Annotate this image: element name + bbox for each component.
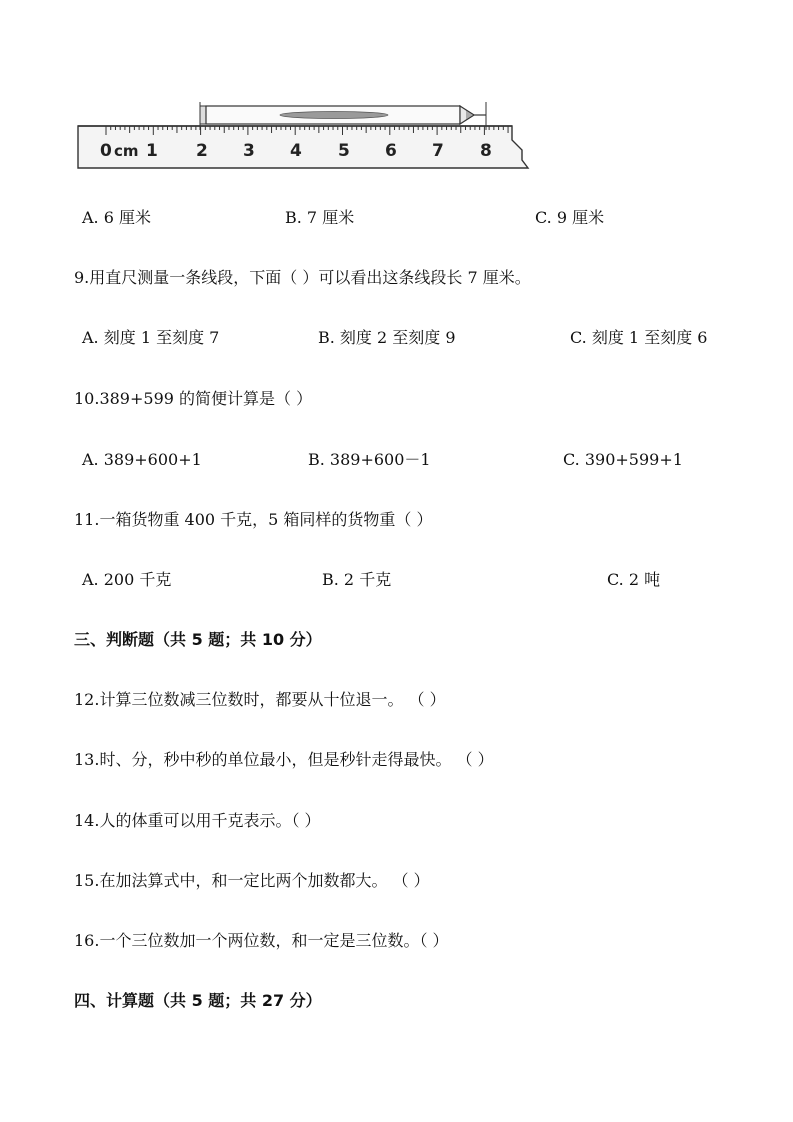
q9-option-b[interactable]: B. 刻度 2 至刻度 9 — [318, 328, 456, 347]
q11-option-a[interactable]: A. 200 千克 — [82, 570, 172, 589]
section3-title: 三、判断题（共 5 题；共 10 分） — [74, 630, 322, 649]
ruler-pencil-figure — [76, 100, 540, 170]
ruler-label-7: 7 — [432, 141, 444, 161]
section4-title: 四、计算题（共 5 题；共 27 分） — [74, 991, 322, 1010]
pencil-label-mark — [280, 112, 388, 119]
q9-option-a[interactable]: A. 刻度 1 至刻度 7 — [82, 328, 220, 347]
ruler-label-6: 6 — [385, 141, 397, 161]
q11-stem: 11.一箱货物重 400 千克，5 箱同样的货物重（ ） — [74, 510, 433, 529]
q11-option-b[interactable]: B. 2 千克 — [322, 570, 392, 589]
ruler-label-8: 8 — [480, 141, 492, 161]
q10-option-a[interactable]: A. 389+600+1 — [82, 450, 202, 469]
ruler-unit-label: cm — [114, 142, 139, 160]
ruler-label-4: 4 — [290, 141, 302, 161]
ruler-label-0: 0 — [100, 141, 112, 161]
ruler-label-2: 2 — [196, 141, 208, 161]
q8-option-a[interactable]: A. 6 厘米 — [82, 208, 151, 227]
judgment-item-15: 15.在加法算式中，和一定比两个加数都大。 （ ） — [74, 871, 430, 890]
q9-option-c[interactable]: C. 刻度 1 至刻度 6 — [570, 328, 708, 347]
judgment-item-13: 13.时、分，秒中秒的单位最小，但是秒针走得最快。 （ ） — [74, 750, 494, 769]
ruler-label-1: 1 — [146, 141, 158, 161]
judgment-item-14: 14.人的体重可以用千克表示。（ ） — [74, 811, 321, 830]
q9-stem: 9.用直尺测量一条线段，下面（ ）可以看出这条线段长 7 厘米。 — [74, 268, 531, 287]
ruler-label-3: 3 — [243, 141, 255, 161]
judgment-item-16: 16.一个三位数加一个两位数，和一定是三位数。（ ） — [74, 931, 449, 950]
q10-option-c[interactable]: C. 390+599+1 — [563, 450, 683, 469]
q11-option-c[interactable]: C. 2 吨 — [607, 570, 661, 589]
ruler-label-5: 5 — [338, 141, 350, 161]
q8-option-b[interactable]: B. 7 厘米 — [285, 208, 355, 227]
q10-option-b[interactable]: B. 389+600－1 — [308, 450, 431, 469]
q8-option-c[interactable]: C. 9 厘米 — [535, 208, 605, 227]
judgment-item-12: 12.计算三位数减三位数时，都要从十位退一。 （ ） — [74, 690, 446, 709]
q10-stem: 10.389+599 的简便计算是（ ） — [74, 389, 313, 408]
